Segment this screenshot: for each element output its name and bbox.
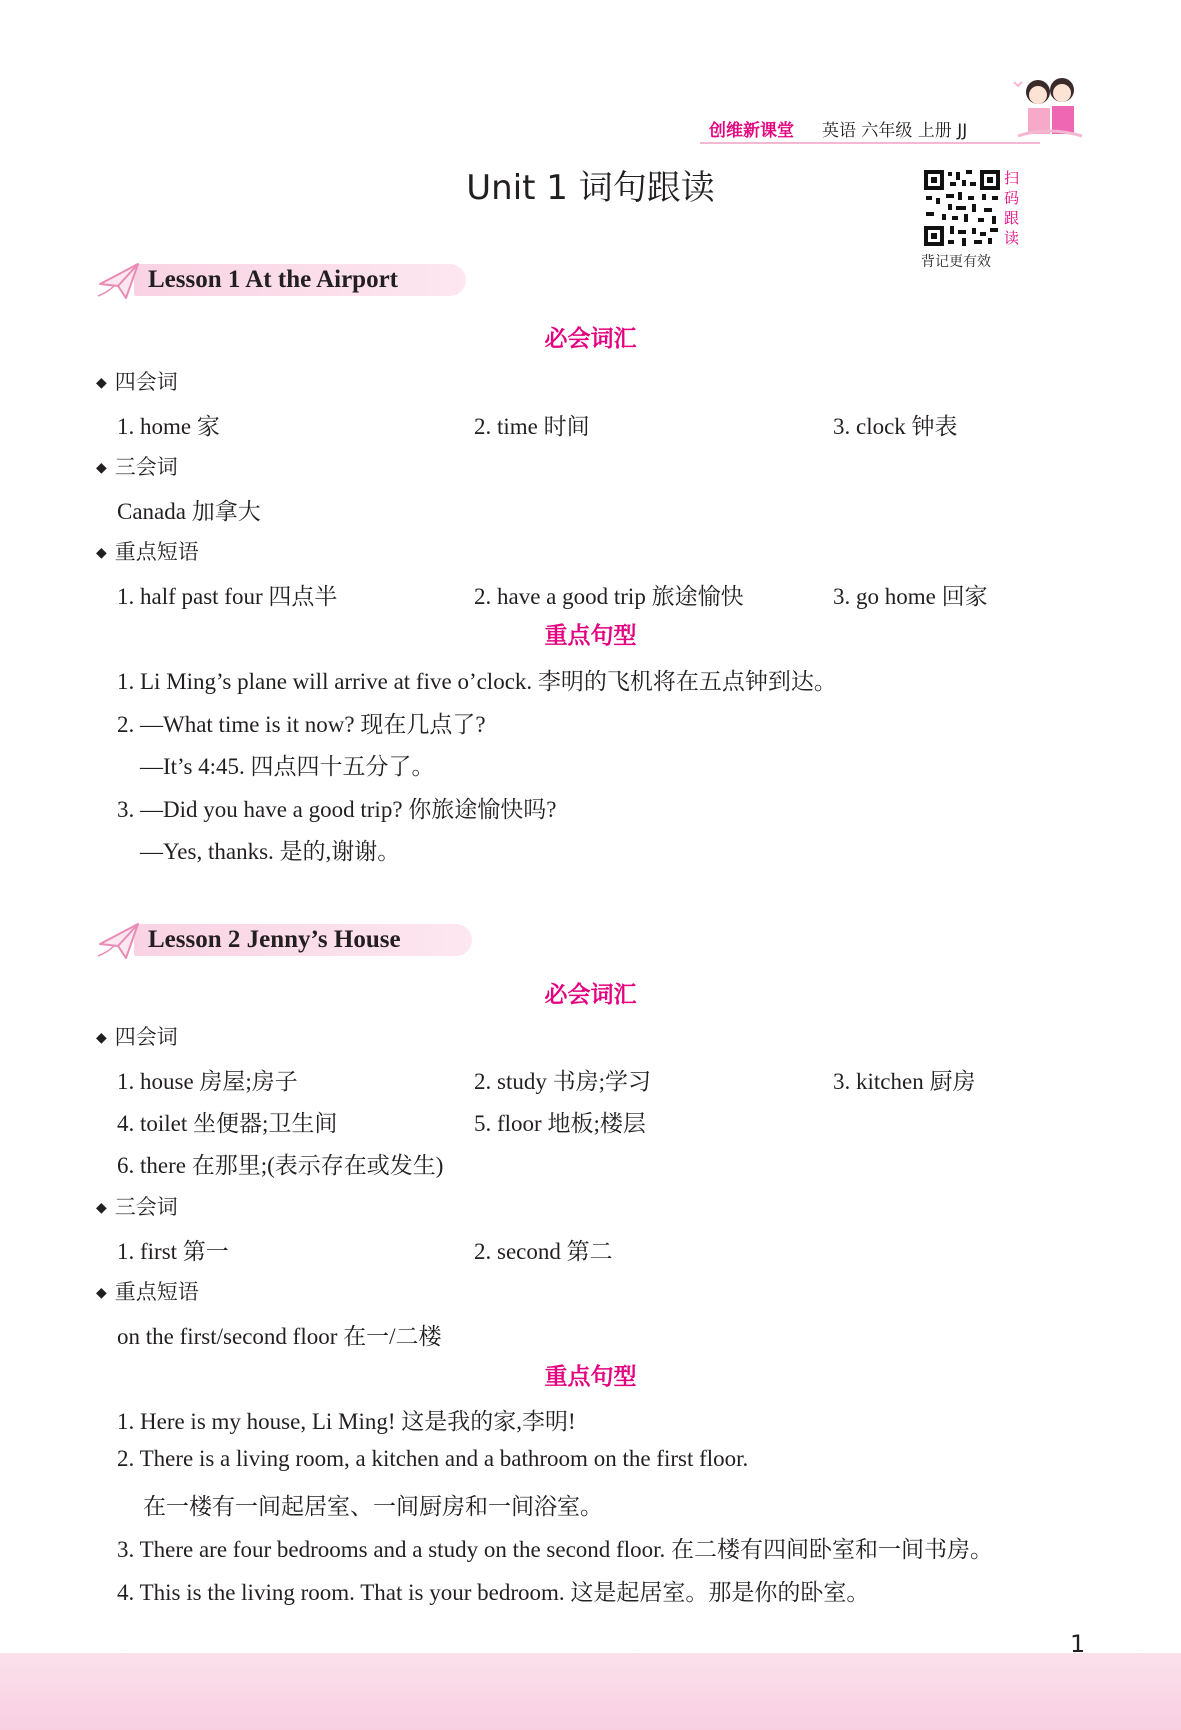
page-title: Unit 1 词句跟读: [466, 168, 715, 208]
diamond-bullet-icon: ◆: [96, 1030, 107, 1046]
qr-code-icon[interactable]: [922, 168, 1002, 248]
lesson-2-sentence: 在一楼有一间起居室、一间厨房和一间浴室。: [143, 1494, 603, 1519]
diamond-bullet-icon: ◆: [96, 1285, 107, 1301]
lesson-1-sentence: 3. —Did you have a good trip? 你旅途愉快吗?: [117, 797, 557, 822]
paper-plane-icon: [96, 258, 142, 304]
lesson-1-sentence-heading: 重点句型: [544, 623, 637, 649]
lesson-1-sentence: 2. —What time is it now? 现在几点了?: [117, 712, 486, 737]
lesson-2-title: Lesson 2 Jenny’s House: [148, 926, 401, 953]
lesson-1-cat-phrase: ◆ 重点短语: [96, 540, 199, 564]
lesson-1-sentence: —Yes, thanks. 是的,谢谢。: [140, 839, 401, 864]
lesson-1-four-word: 1. home 家: [117, 414, 220, 439]
lesson-2-four-word: 2. study 书房;学习: [474, 1069, 651, 1094]
lesson-1-cat-three: ◆ 三会词: [96, 455, 178, 479]
lesson-2-cat-three: ◆ 三会词: [96, 1195, 178, 1219]
series-brand: 创维新课堂: [709, 121, 794, 141]
diamond-bullet-icon: ◆: [96, 460, 107, 476]
lesson-1-cat-four: ◆ 四会词: [96, 370, 178, 394]
lesson-2-sentence-heading: 重点句型: [544, 1364, 637, 1390]
book-info: 英语 六年级 上册 JJ: [822, 121, 968, 141]
lesson-2-phrase: on the first/second floor 在一/二楼: [117, 1324, 442, 1349]
lesson-1-three-word: Canada 加拿大: [117, 499, 261, 524]
qr-caption: 背记更有效: [921, 254, 991, 270]
lesson-1-sentence: —It’s 4:45. 四点四十五分了。: [140, 754, 435, 779]
diamond-bullet-icon: ◆: [96, 545, 107, 561]
paper-plane-icon: [96, 918, 142, 964]
lesson-1-four-word: 2. time 时间: [474, 414, 590, 439]
header-divider: [700, 142, 1040, 144]
lesson-2-three-word: 2. second 第二: [474, 1239, 613, 1264]
lesson-1-banner: [96, 258, 476, 304]
lesson-2-four-word: 4. toilet 坐便器;卫生间: [117, 1111, 338, 1136]
page-number: 1: [1070, 1630, 1086, 1658]
lesson-1-sentence: 1. Li Ming’s plane will arrive at five o’clock. 李明的飞机将在五点钟到达。: [117, 669, 837, 694]
qr-side-label: 扫码跟读: [1004, 169, 1020, 247]
diamond-bullet-icon: ◆: [96, 375, 107, 391]
lesson-2-sentence: 2. There is a living room, a kitchen and a bathroom on the first floor.: [117, 1446, 749, 1471]
lesson-2-four-word: 3. kitchen 厨房: [833, 1069, 976, 1094]
lesson-2-sentence: 1. Here is my house, Li Ming! 这是我的家,李明!: [117, 1409, 576, 1434]
lesson-2-cat-four: ◆ 四会词: [96, 1025, 178, 1049]
lesson-2-banner: [96, 918, 476, 964]
lesson-2-four-word: 1. house 房屋;房子: [117, 1069, 298, 1094]
lesson-2-cat-phrase: ◆ 重点短语: [96, 1280, 199, 1304]
lesson-2-four-word: 6. there 在那里;(表示存在或发生): [117, 1153, 444, 1178]
lesson-1-phrase: 1. half past four 四点半: [117, 584, 338, 609]
lesson-1-phrase: 3. go home 回家: [833, 584, 988, 609]
footer-band: [0, 1653, 1181, 1730]
diamond-bullet-icon: ◆: [96, 1200, 107, 1216]
lesson-1-title: Lesson 1 At the Airport: [148, 266, 398, 293]
kids-mascot-icon: [1010, 70, 1090, 150]
lesson-2-vocab-heading: 必会词汇: [544, 982, 637, 1008]
lesson-2-three-word: 1. first 第一: [117, 1239, 229, 1264]
lesson-2-sentence: 3. There are four bedrooms and a study on the second floor. 在二楼有四间卧室和一间书房。: [117, 1537, 993, 1562]
lesson-2-sentence: 4. This is the living room. That is your bedroom. 这是起居室。那是你的卧室。: [117, 1580, 870, 1605]
lesson-2-four-word: 5. floor 地板;楼层: [474, 1111, 646, 1136]
lesson-1-four-word: 3. clock 钟表: [833, 414, 958, 439]
lesson-1-phrase: 2. have a good trip 旅途愉快: [474, 584, 744, 609]
lesson-1-vocab-heading: 必会词汇: [544, 326, 637, 352]
